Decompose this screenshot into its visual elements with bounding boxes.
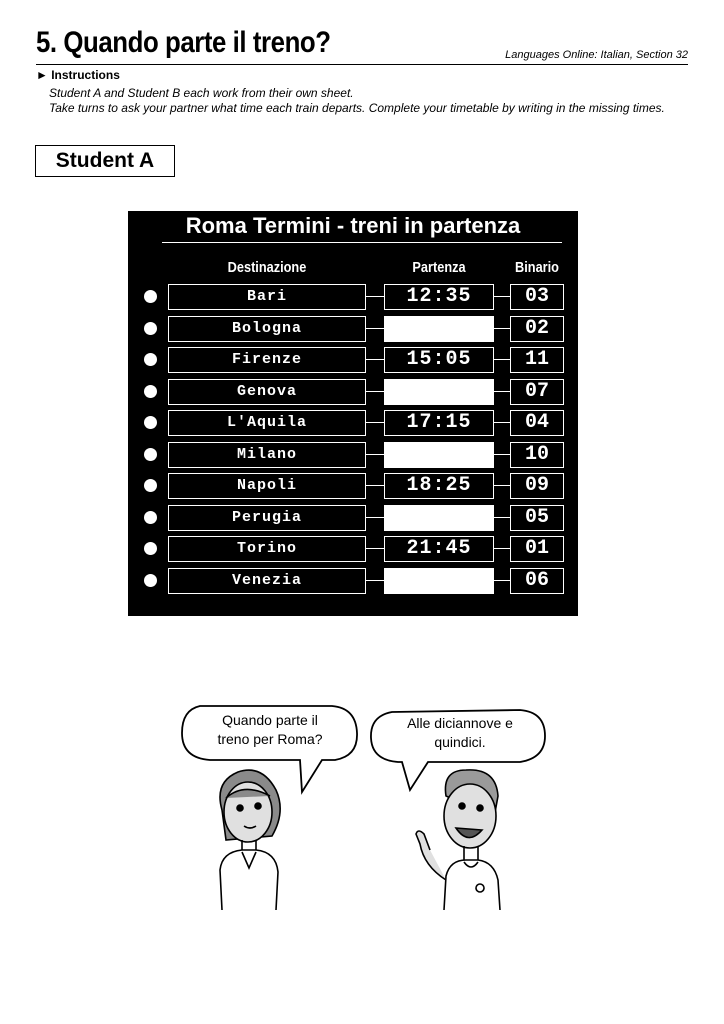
- row-connector: [494, 359, 510, 360]
- page-title: 5. Quando parte il treno?: [36, 26, 331, 59]
- row-connector: [366, 422, 384, 423]
- platform-cell: 04: [510, 410, 564, 436]
- departure-row: [128, 284, 578, 310]
- platform-cell: 02: [510, 316, 564, 342]
- platform-cell: 07: [510, 379, 564, 405]
- boy-speech-line-2: quindici.: [434, 734, 486, 750]
- student-label: Student A: [35, 145, 175, 177]
- row-connector: [494, 517, 510, 518]
- row-bullet: [144, 574, 157, 587]
- header-divider: [36, 64, 688, 65]
- boy-speech-line-1: Alle diciannove e: [407, 715, 513, 731]
- destination-cell: L'Aquila: [168, 410, 366, 436]
- row-connector: [366, 580, 384, 581]
- board-title: Roma Termini - treni in partenza: [185, 213, 521, 238]
- destination-cell: Genova: [168, 379, 366, 405]
- row-connector: [366, 485, 384, 486]
- departure-row: [128, 347, 578, 373]
- destination-cell: Bari: [168, 284, 366, 310]
- destination-cell: Torino: [168, 536, 366, 562]
- departure-row: [128, 410, 578, 436]
- column-header-platform: Binario: [515, 259, 559, 276]
- row-connector: [494, 485, 510, 486]
- row-connector: [366, 454, 384, 455]
- platform-cell: 03: [510, 284, 564, 310]
- departure-time-blank[interactable]: [384, 568, 494, 594]
- departure-time-blank[interactable]: [384, 505, 494, 531]
- departure-time-blank[interactable]: [384, 442, 494, 468]
- instructions-heading: ► Instructions: [36, 68, 120, 82]
- row-connector: [494, 422, 510, 423]
- row-connector: [366, 391, 384, 392]
- platform-cell: 10: [510, 442, 564, 468]
- departure-board: [128, 211, 578, 616]
- departure-time-blank[interactable]: [384, 316, 494, 342]
- destination-cell: Milano: [168, 442, 366, 468]
- platform-cell: 01: [510, 536, 564, 562]
- row-connector: [494, 296, 510, 297]
- departure-row: [128, 505, 578, 531]
- boy-speech-text: [380, 714, 540, 752]
- departure-time-cell: 12:35: [384, 284, 494, 310]
- row-connector: [494, 328, 510, 329]
- destination-cell: Firenze: [168, 347, 366, 373]
- row-connector: [366, 548, 384, 549]
- platform-cell: 11: [510, 347, 564, 373]
- destination-cell: Napoli: [168, 473, 366, 499]
- dialogue-illustration: [0, 690, 724, 920]
- platform-cell: 09: [510, 473, 564, 499]
- column-header-destination: Destinazione: [227, 259, 307, 276]
- departure-time-blank[interactable]: [384, 379, 494, 405]
- girl-speech-line-1: Quando parte il: [222, 712, 318, 728]
- girl-speech-text: [190, 711, 350, 749]
- departure-row: [128, 442, 578, 468]
- platform-cell: 05: [510, 505, 564, 531]
- girl-character: [220, 770, 280, 910]
- departure-row: [128, 316, 578, 342]
- boy-character: [416, 770, 500, 910]
- row-bullet: [144, 290, 157, 303]
- source-credit: Languages Online: Italian, Section 32: [505, 49, 688, 61]
- instructions-line-1: Student A and Student B each work from their own sheet.: [49, 86, 354, 100]
- departure-row: [128, 379, 578, 405]
- girl-speech-line-2: treno per Roma?: [217, 731, 323, 747]
- departure-row: [128, 473, 578, 499]
- column-header-departure: Partenza: [412, 259, 466, 276]
- row-bullet: [144, 542, 157, 555]
- departure-time-cell: 15:05: [384, 347, 494, 373]
- destination-cell: Perugia: [168, 505, 366, 531]
- destination-cell: Bologna: [168, 316, 366, 342]
- departure-time-cell: 18:25: [384, 473, 494, 499]
- row-connector: [494, 454, 510, 455]
- row-bullet: [144, 385, 157, 398]
- row-bullet: [144, 416, 157, 429]
- departure-row: [128, 568, 578, 594]
- departure-time-cell: 17:15: [384, 410, 494, 436]
- row-bullet: [144, 511, 157, 524]
- row-connector: [494, 548, 510, 549]
- row-connector: [366, 296, 384, 297]
- row-bullet: [144, 322, 157, 335]
- row-connector: [494, 580, 510, 581]
- instructions-line-2: Take turns to ask your partner what time each train departs. Complete your timetable by writing in the missing times.: [49, 101, 665, 115]
- row-bullet: [144, 448, 157, 461]
- board-title-rule: [162, 242, 562, 243]
- row-connector: [366, 359, 384, 360]
- destination-cell: Venezia: [168, 568, 366, 594]
- departure-time-cell: 21:45: [384, 536, 494, 562]
- row-bullet: [144, 353, 157, 366]
- row-connector: [366, 328, 384, 329]
- departure-row: [128, 536, 578, 562]
- platform-cell: 06: [510, 568, 564, 594]
- row-connector: [366, 517, 384, 518]
- row-connector: [494, 391, 510, 392]
- row-bullet: [144, 479, 157, 492]
